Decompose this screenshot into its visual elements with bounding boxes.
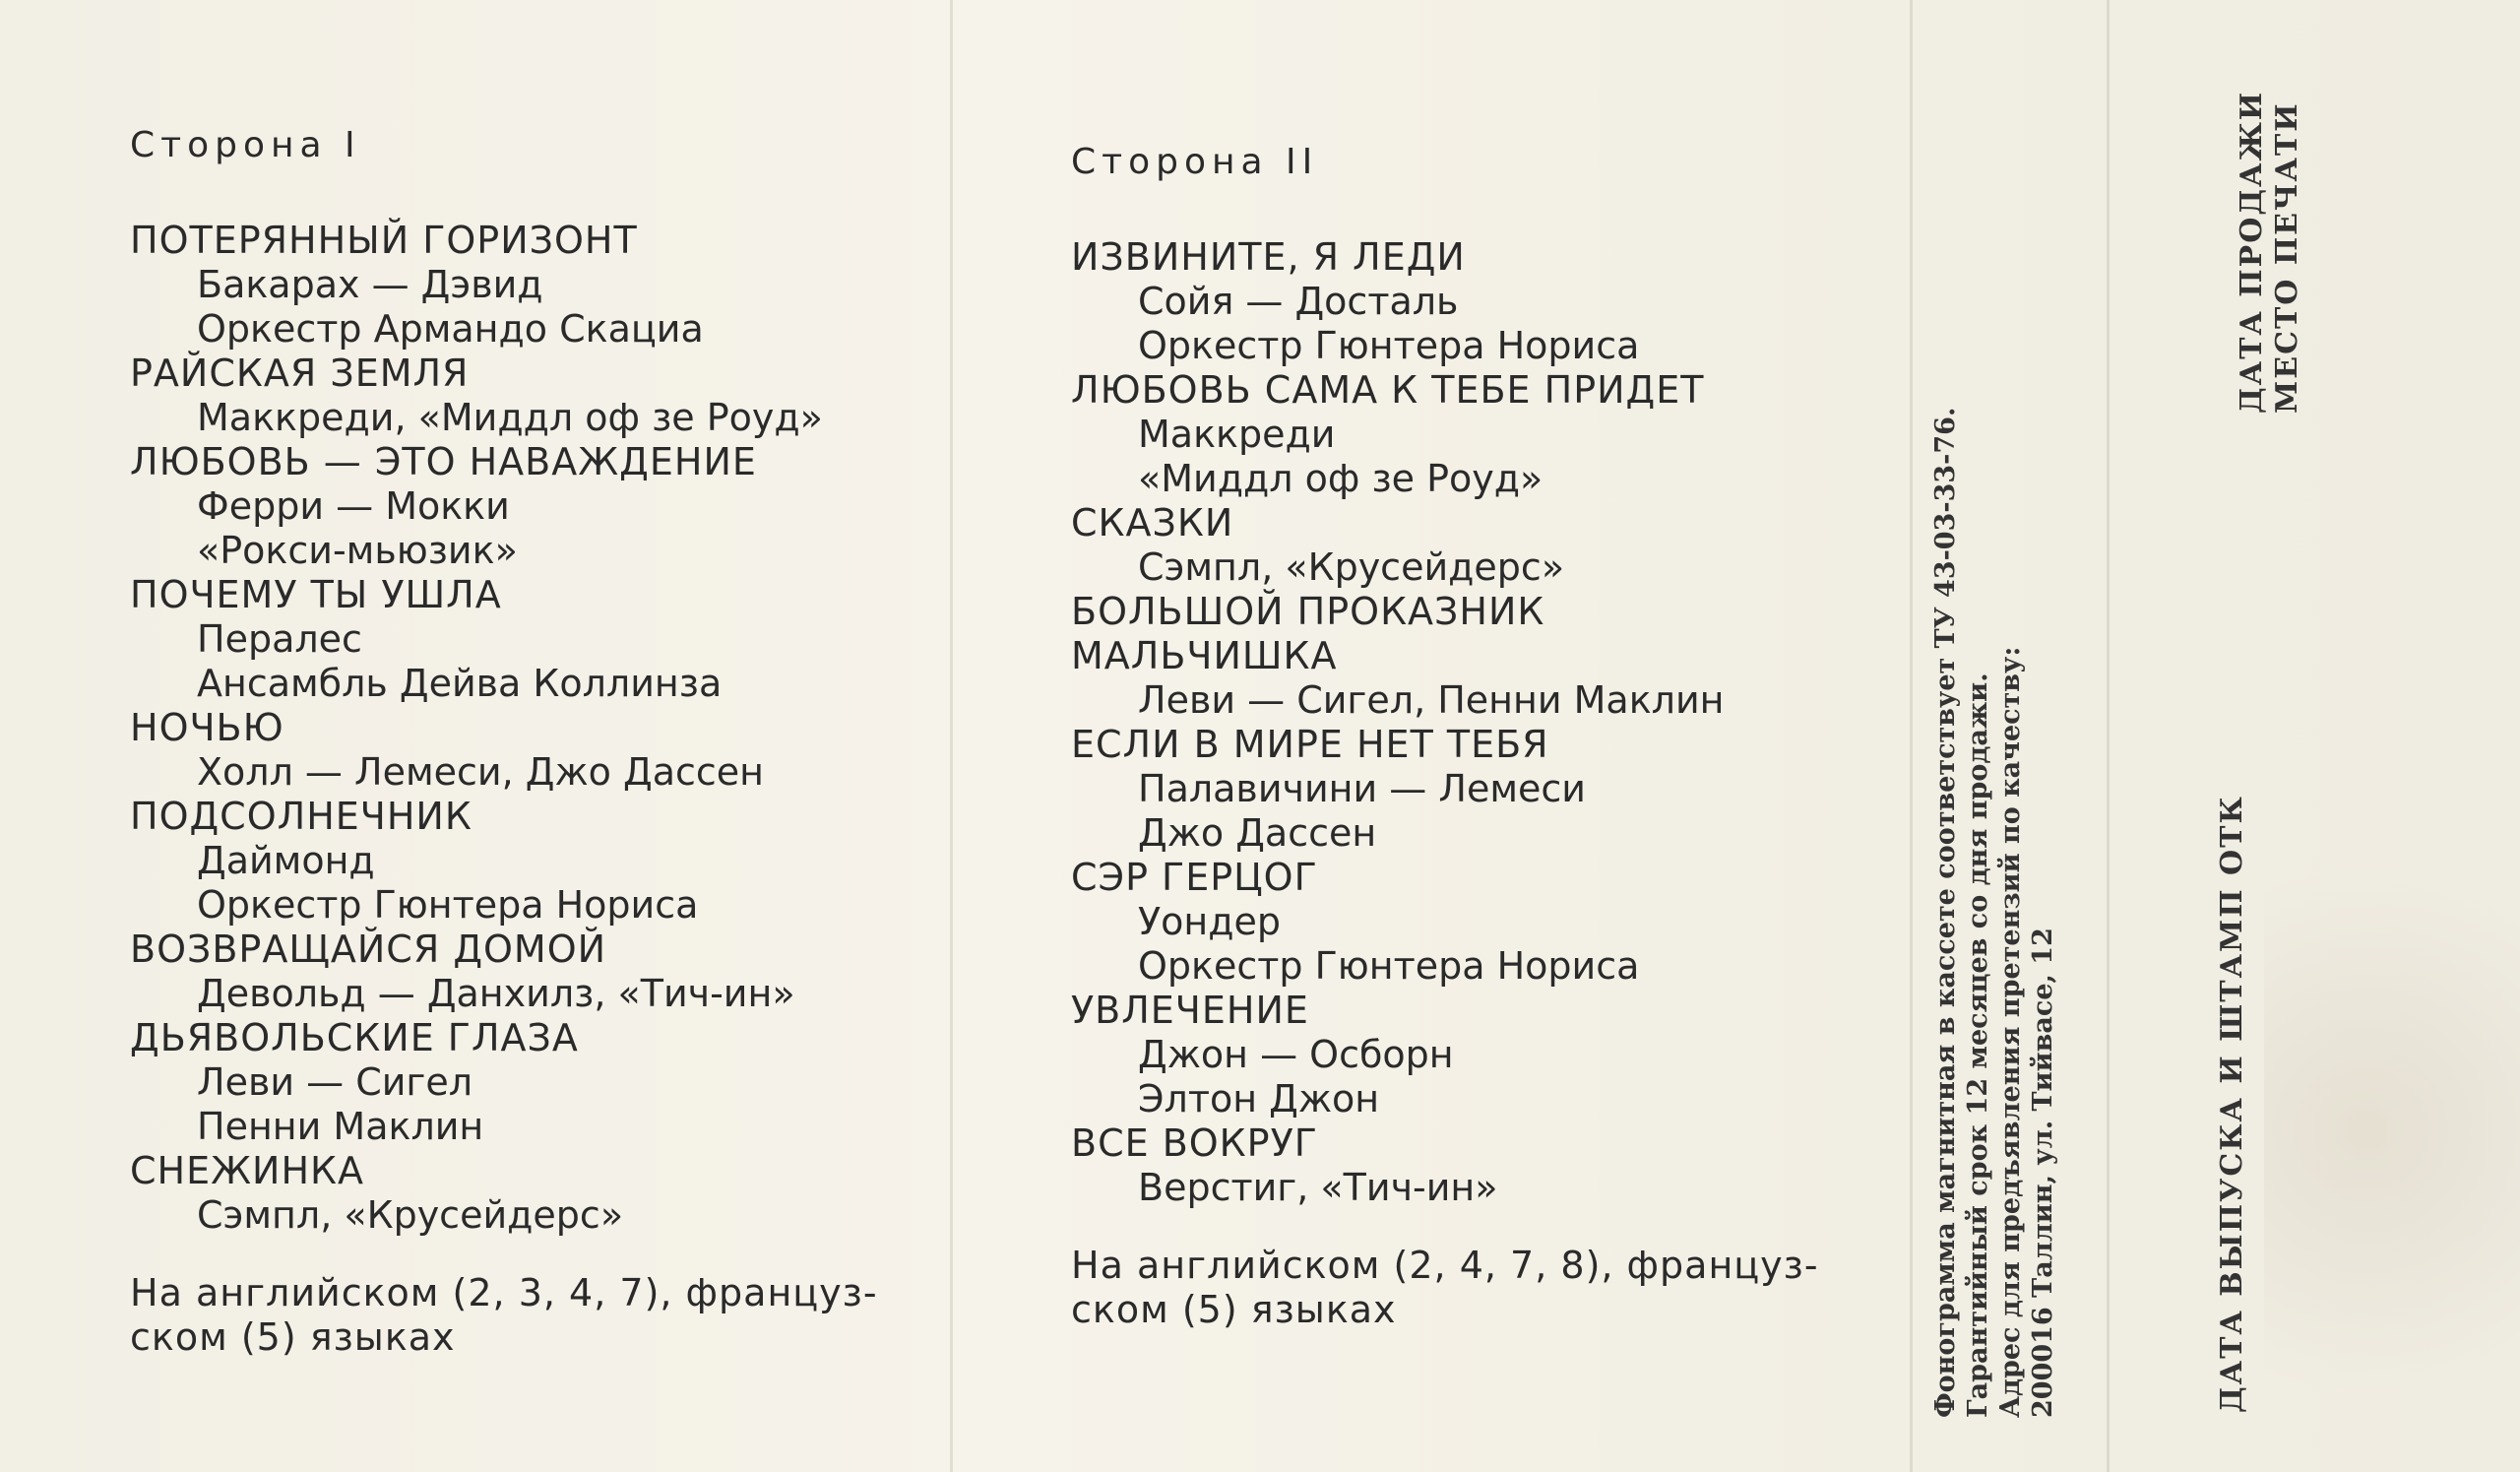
track-title: СНЕЖИНКА bbox=[130, 1149, 365, 1192]
language-note: На английском (2, 3, 4, 7), француз-ском (5) языках bbox=[130, 1271, 878, 1359]
track-title: СКАЗКИ bbox=[1071, 501, 1234, 544]
track bbox=[130, 573, 957, 706]
track bbox=[1071, 856, 1898, 989]
side-2-tracklist bbox=[1071, 140, 1898, 1332]
track-credit: Оркестр Гюнтера Нориса bbox=[1138, 944, 1640, 988]
track bbox=[130, 1149, 957, 1238]
track bbox=[130, 706, 957, 795]
track-credit: «Миддл оф зе Роуд» bbox=[1138, 457, 1544, 500]
track-credit: Верстиг, «Тич-ин» bbox=[1138, 1166, 1498, 1209]
track bbox=[130, 795, 957, 928]
legal-line: Адрес для предъявления претензий по качеству: bbox=[1995, 646, 2026, 1418]
side-2-title: Сторона II bbox=[1071, 142, 1319, 182]
track-credit: Сойя — Досталь bbox=[1138, 280, 1459, 323]
track-credit: Даймонд bbox=[197, 839, 375, 882]
sale-date-label: ДАТА ПРОДАЖИ bbox=[2235, 90, 2269, 414]
track-credit: Маккреди bbox=[1138, 413, 1336, 456]
fold-line bbox=[1910, 0, 1913, 1472]
seal-place-label: МЕСТО ПЕЧАТИ bbox=[2270, 101, 2304, 414]
track bbox=[1071, 1121, 1898, 1210]
track-credit: Оркестр Гюнтера Нориса bbox=[197, 883, 699, 927]
track-credit: Бакарах — Дэвид bbox=[197, 263, 543, 306]
track-title: ЛЮБОВЬ — ЭТО НАВАЖДЕНИЕ bbox=[130, 440, 757, 483]
track bbox=[1071, 590, 1898, 723]
track-title: СЭР ГЕРЦОГ bbox=[1071, 856, 1318, 899]
track-credit: Оркестр Гюнтера Нориса bbox=[1138, 324, 1640, 367]
embossed-texture bbox=[2264, 788, 2520, 1472]
track-credit: Джо Дассен bbox=[1138, 811, 1377, 855]
legal-line: Фонограмма магнитная в кассете соответствует ТУ 43-03-33-76. bbox=[1930, 407, 1961, 1418]
legal-info bbox=[1929, 408, 2059, 1418]
track bbox=[130, 440, 957, 573]
track-credit: Палавичини — Лемеси bbox=[1138, 767, 1586, 810]
sale-labels bbox=[2235, 91, 2305, 414]
track bbox=[130, 219, 957, 352]
fold-line bbox=[2107, 0, 2110, 1472]
track-title: ПОЧЕМУ ТЫ УШЛА bbox=[130, 573, 502, 616]
track-credit: Элтон Джон bbox=[1138, 1077, 1380, 1120]
track bbox=[1071, 723, 1898, 856]
track-credit: Маккреди, «Миддл оф зе Роуд» bbox=[197, 396, 823, 439]
track-credit: Леви — Сигел bbox=[197, 1060, 473, 1104]
track-credit: Девольд — Данхилз, «Тич-ин» bbox=[197, 972, 795, 1015]
track-credit: Уондер bbox=[1138, 900, 1282, 943]
track bbox=[130, 928, 957, 1016]
track-credit: Оркестр Армандо Скациа bbox=[197, 307, 704, 351]
track-title: ВСЕ ВОКРУГ bbox=[1071, 1121, 1318, 1165]
track bbox=[1071, 501, 1898, 590]
track-title: ВОЗВРАЩАЙСЯ ДОМОЙ bbox=[130, 928, 607, 971]
track-credit: Пенни Маклин bbox=[197, 1105, 484, 1148]
track-title: ЕСЛИ В МИРЕ НЕТ ТЕБЯ bbox=[1071, 723, 1549, 766]
track-credit: Леви — Сигел, Пенни Маклин bbox=[1138, 678, 1725, 722]
track-title: ИЗВИНИТЕ, Я ЛЕДИ bbox=[1071, 235, 1466, 279]
track-title: НОЧЬЮ bbox=[130, 706, 284, 749]
track-title: БОЛЬШОЙ ПРОКАЗНИК МАЛЬЧИШКА bbox=[1071, 590, 1545, 677]
side-1-title: Сторона I bbox=[130, 125, 361, 165]
language-note: На английском (2, 4, 7, 8), француз-ском (5) языках bbox=[1071, 1244, 1819, 1331]
side-1-tracklist bbox=[130, 123, 957, 1360]
track-title: РАЙСКАЯ ЗЕМЛЯ bbox=[130, 352, 470, 395]
track-credit: Сэмпл, «Крусейдерс» bbox=[197, 1193, 624, 1237]
stamp-label: ДАТА ВЫПУСКА И ШТАМП ОТК bbox=[2215, 795, 2249, 1413]
track-title: ПОТЕРЯННЫЙ ГОРИЗОНТ bbox=[130, 219, 638, 262]
track-credit: Сэмпл, «Крусейдерс» bbox=[1138, 545, 1565, 589]
track-credit: Ансамбль Дейва Коллинза bbox=[197, 662, 723, 705]
track bbox=[1071, 368, 1898, 501]
track-title: ДЬЯВОЛЬСКИЕ ГЛАЗА bbox=[130, 1016, 579, 1059]
legal-line: 200016 Таллин, ул. Тийвасе, 12 bbox=[2028, 928, 2058, 1418]
track-title: УВЛЕЧЕНИЕ bbox=[1071, 989, 1309, 1032]
track-credit: Ферри — Мокки bbox=[197, 484, 510, 528]
legal-line: Гарантийный срок 12 месяцев со дня продажи. bbox=[1963, 672, 1993, 1418]
track bbox=[1071, 989, 1898, 1121]
track-credit: Джон — Осборн bbox=[1138, 1033, 1454, 1076]
track-credit: Пералес bbox=[197, 617, 362, 661]
track bbox=[130, 1016, 957, 1149]
track bbox=[130, 352, 957, 440]
track-title: ЛЮБОВЬ САМА К ТЕБЕ ПРИДЕТ bbox=[1071, 368, 1705, 412]
track-credit: «Рокси-мьюзик» bbox=[197, 529, 518, 572]
track-credit: Холл — Лемеси, Джо Дассен bbox=[197, 750, 764, 794]
track bbox=[1071, 235, 1898, 368]
track-title: ПОДСОЛНЕЧНИК bbox=[130, 795, 472, 838]
